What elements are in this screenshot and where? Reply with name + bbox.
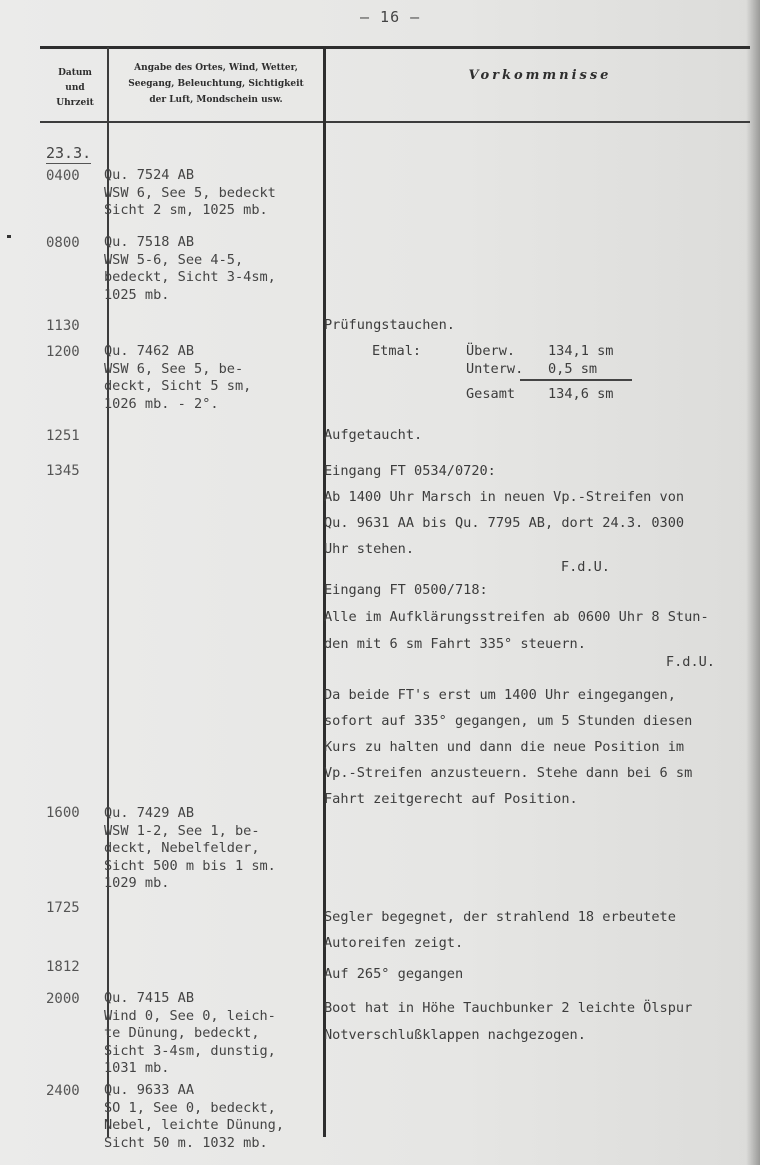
event-text: Prüfungstauchen. <box>324 317 455 333</box>
event-text: Fahrt zeitgerecht auf Position. <box>324 791 578 807</box>
entry-time: 1812 <box>46 959 80 975</box>
entry-time: 1200 <box>46 344 80 360</box>
header-date-time: Datum und Uhrzeit <box>56 68 94 108</box>
event-text: Eingang FT 0534/0720: <box>324 463 496 479</box>
event-text: Uhr stehen. <box>324 541 415 557</box>
entry-time: 2000 <box>46 991 80 1007</box>
entry-time: 0400 <box>46 168 80 184</box>
etmal-row-value: 134,1 sm <box>548 343 614 359</box>
etmal-row-label: Gesamt <box>466 386 516 402</box>
event-text: Boot hat in Höhe Tauchbunker 2 leichte Ölspur <box>324 1000 693 1016</box>
event-text: Eingang FT 0500/718: <box>324 582 488 598</box>
etmal-label: Etmal: <box>372 343 422 359</box>
entry-time: 1130 <box>46 318 80 334</box>
header-events: Vorkommnisse <box>468 68 612 83</box>
event-text: Auf 265° gegangen <box>324 966 464 982</box>
location-weather: Qu. 7415 AB Wind 0, See 0, leich- te Dünung, bedeckt, Sicht 3-4sm, dunstig, 1031 mb. <box>104 990 276 1076</box>
location-weather: Qu. 7518 AB WSW 5-6, See 4-5, bedeckt, Sicht 3-4sm, 1025 mb. <box>104 234 276 303</box>
table-top-rule <box>40 46 750 49</box>
etmal-row-label: Unterw. <box>466 361 524 377</box>
event-text: Da beide FT's erst um 1400 Uhr eingegangen, <box>324 687 676 703</box>
event-text: Alle im Aufklärungsstreifen ab 0600 Uhr 8 Stun- <box>324 609 709 625</box>
event-text: Vp.-Streifen anzusteuern. Stehe dann bei 6 sm <box>324 765 693 781</box>
header-location-weather: Angabe des Ortes, Wind, Wetter, Seegang, Beleuchtung, Sichtigkeit der Luft, Mondschein usw. <box>128 63 304 105</box>
margin-mark <box>7 235 11 238</box>
event-text: sofort auf 335° gegangen, um 5 Stunden diesen <box>324 713 693 729</box>
entry-time: 1345 <box>46 463 80 479</box>
event-text: Kurs zu halten und dann die neue Position im <box>324 739 685 755</box>
location-weather: Qu. 9633 AA SO 1, See 0, bedeckt, Nebel, leichte Dünung, Sicht 50 m. 1032 mb. <box>104 1082 285 1151</box>
entry-time: 0800 <box>46 235 80 251</box>
etmal-row-value: 0,5 sm <box>548 361 598 377</box>
entry-time: 1251 <box>46 428 80 444</box>
etmal-sum-rule <box>520 379 632 381</box>
signature-fdu: F.d.U. <box>560 559 610 575</box>
page-number: – 16 – <box>360 8 421 26</box>
event-text: Segler begegnet, der strahlend 18 erbeutete <box>324 909 676 925</box>
event-text: Notverschlußklappen nachgezogen. <box>324 1027 586 1043</box>
event-text: Aufgetaucht. <box>324 427 423 443</box>
signature-fdu: F.d.U. <box>665 654 715 670</box>
entry-date: 23.3. <box>46 144 92 162</box>
etmal-row-value: 134,6 sm <box>548 386 614 402</box>
etmal-row-label: Überw. <box>466 343 516 359</box>
event-text: Ab 1400 Uhr Marsch in neuen Vp.-Streifen von <box>324 489 685 505</box>
event-text: Qu. 9631 AA bis Qu. 7795 AB, dort 24.3. 0300 <box>324 515 685 531</box>
entry-time: 1725 <box>46 900 80 916</box>
entry-time: 1600 <box>46 805 80 821</box>
location-weather: Qu. 7462 AB WSW 6, See 5, be- deckt, Sicht 5 sm, 1026 mb. - 2°. <box>104 343 252 412</box>
location-weather: Qu. 7429 AB WSW 1-2, See 1, be- deckt, Nebelfelder, Sicht 500 m bis 1 sm. 1029 mb. <box>104 805 276 891</box>
entry-time: 2400 <box>46 1083 80 1099</box>
table-header-rule <box>40 121 750 123</box>
location-weather: Qu. 7524 AB WSW 6, See 5, bedeckt Sicht 2 sm, 1025 mb. <box>104 167 276 218</box>
event-text: Autoreifen zeigt. <box>324 935 464 951</box>
event-text: den mit 6 sm Fahrt 335° steuern. <box>324 636 586 652</box>
